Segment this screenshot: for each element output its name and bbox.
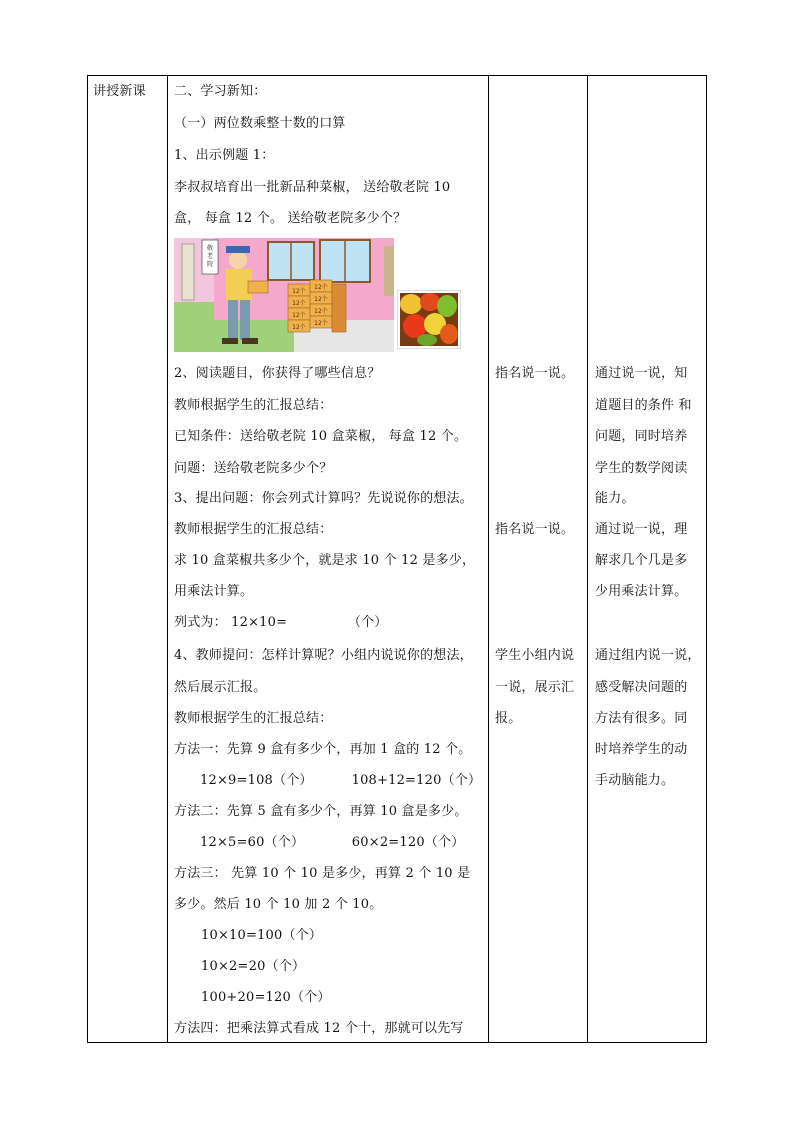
main-line-9: 问题：送给敬老院多少个？ [174,461,333,476]
box-label-1: 12个 [292,288,306,295]
intent-line-1: 通过说一说，知 [595,366,688,381]
main-line-7: 教师根据学生的汇报总结： [174,398,333,413]
box-label-8: 12个 [314,320,328,327]
main-line-11: 教师根据学生的汇报总结： [174,522,333,537]
main-line-20: 方法二：先算 5 盒有多少个，再算 10 盒是多少。 [174,804,468,819]
student-line-5: 报。 [495,711,522,726]
svg-text:敬: 敬 [206,245,214,252]
main-line-1: 二、学习新知： [174,84,267,99]
main-line-18: 方法一：先算 9 盒有多少个，再加 1 盒的 12 个。 [174,742,472,757]
box-label-6: 12个 [314,296,328,303]
main-line-22: 方法三： 先算 10 个 10 是多少，再算 2 个 10 是 [174,866,471,881]
intent-line-8: 少用乘法计算。 [595,584,688,599]
box-label-3: 12个 [292,312,306,319]
intent-line-10: 感受解决问题的 [595,680,688,695]
main-line-21: 12×5=60（个） 60×2=120（个） [200,835,465,850]
intent-line-6: 通过说一说，理 [595,522,688,537]
box-label-5: 12个 [314,284,328,291]
main-line-6: 2、阅读题目，你获得了哪些信息？ [174,366,381,381]
main-line-25: 10×2=20（个） [201,959,306,974]
intent-line-7: 解求几个几是多 [595,553,688,568]
column-divider-2 [488,75,489,1043]
student-line-4: 一说，展示汇 [495,680,575,695]
intent-line-11: 方法有很多。同 [595,711,688,726]
delivery-scene-image [174,238,394,352]
main-line-5: 盒， 每盒 12 个。 送给敬老院多少个？ [174,211,407,226]
intent-line-3: 问题，同时培养 [595,429,688,444]
main-line-8: 已知条件：送给敬老院 10 盒菜椒， 每盒 12 个。 [174,429,468,444]
main-line-17: 教师根据学生的汇报总结： [174,711,333,726]
main-line-12: 求 10 盒菜椒共多少个，就是求 10 个 12 是多少， [174,553,476,568]
student-line-1: 指名说一说。 [495,366,575,381]
main-line-23: 多少。然后 10 个 10 加 2 个 10。 [174,897,383,912]
table-bottom-border [87,1042,707,1043]
student-line-2: 指名说一说。 [495,522,575,537]
table-right-border [706,75,707,1043]
intent-line-5: 能力。 [595,491,635,506]
student-line-3: 学生小组内说 [495,648,575,663]
main-line-2: （一）两位数乘整十数的口算 [174,116,346,131]
section-label: 讲授新课 [93,84,146,99]
box-label-7: 12个 [314,308,328,315]
main-line-13: 用乘法计算。 [174,584,254,599]
example-illustration [174,238,394,352]
main-line-10: 3、提出问题：你会列式计算吗？先说说你的想法。 [174,491,473,506]
main-line-26: 100+20=120（个） [201,990,331,1005]
box-label-4: 12个 [292,324,306,331]
table-left-border [87,75,88,1043]
main-line-24: 10×10=100（个） [201,928,323,943]
svg-text:院: 院 [206,261,214,268]
peppers-photo [397,290,461,349]
main-line-27: 方法四：把乘法算式看成 12 个十，那就可以先写 [174,1021,464,1036]
intent-line-2: 道题目的条件 和 [595,398,692,413]
intent-line-9: 通过组内说一说， [595,648,701,663]
peppers-image [397,290,461,349]
intent-line-4: 学生的数学阅读 [595,461,688,476]
table-top-border [87,75,707,76]
main-line-14: 列式为： 12×10= （个） [174,615,388,630]
column-divider-1 [167,75,168,1043]
intent-line-12: 时培养学生的动 [595,742,688,757]
box-label-2: 12个 [292,300,306,307]
svg-text:老: 老 [206,253,214,260]
main-line-15: 4、教师提问：怎样计算呢？小组内说说你的想法， [174,648,473,663]
main-line-16: 然后展示汇报。 [174,680,267,695]
column-divider-3 [587,75,588,1043]
main-line-19: 12×9=108（个） 108+12=120（个） [200,773,482,788]
main-line-3: 1、出示例题 1： [174,148,275,163]
intent-line-13: 手动脑能力。 [595,773,675,788]
main-line-4: 李叔叔培育出一批新品种菜椒， 送给敬老院 10 [174,180,451,195]
